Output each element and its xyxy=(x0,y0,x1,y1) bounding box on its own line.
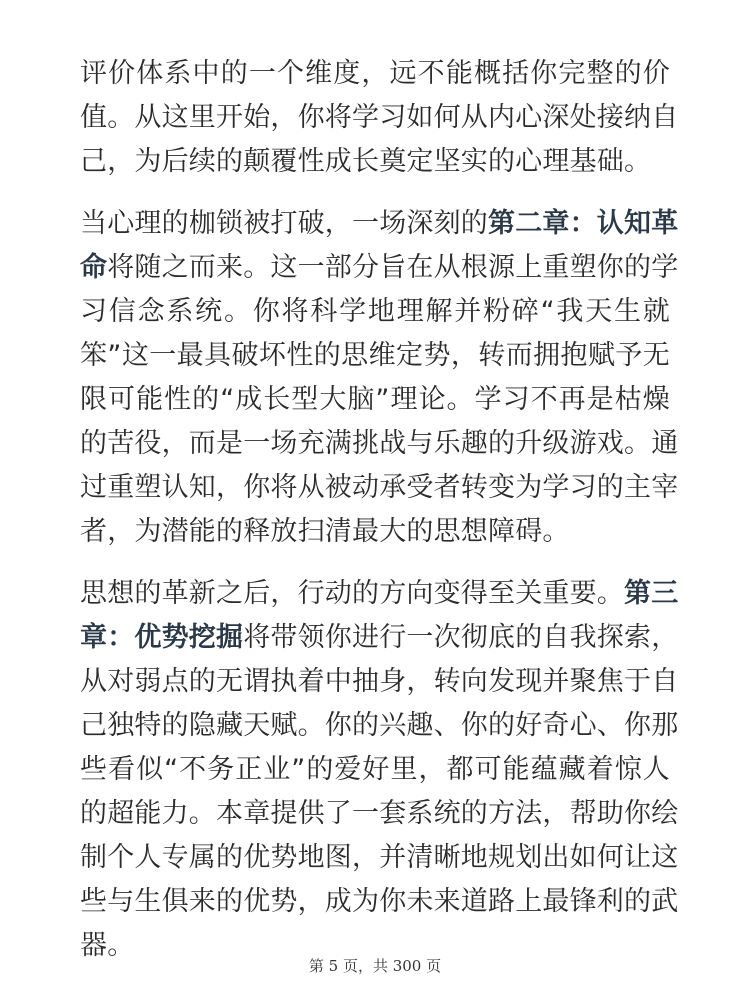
text-line: 己独特的隐藏天赋。你的兴趣、你的好奇心、你那 xyxy=(80,710,679,741)
chapter-2-title-cont: 命 xyxy=(80,252,108,283)
text-line: 笨”这一最具破坏性的思维定势，转而拥抱赋予无 xyxy=(80,340,670,371)
text-line xyxy=(80,616,679,660)
text-line: 些看似“不务正业”的爱好里，都可能蕴藏着惊人 xyxy=(80,754,670,785)
text-line: 过重塑认知，你将从被动承受者转变为学习的主宰 xyxy=(80,472,679,503)
paragraph-1 xyxy=(80,52,679,184)
text-run: 将随之而来。这一部分旨在从根源上重塑你的学 xyxy=(107,252,679,283)
text-line: 制个人专属的优势地图，并清晰地规划出如何让这 xyxy=(80,842,679,873)
text-line: 器。 xyxy=(80,930,135,961)
text-line: 己，为后续的颠覆性成长奠定坚实的心理基础。 xyxy=(80,146,652,177)
chapter-3-title-cont: 章：优势挖掘 xyxy=(80,622,244,653)
text-line xyxy=(80,246,679,290)
text-run: 将带领你进行一次彻底的自我探索， xyxy=(243,622,679,653)
page-number: 第 5 页，共 300 页 xyxy=(308,957,442,975)
text-line: 限可能性的“成长型大脑”理论。学习不再是枯燥 xyxy=(80,384,670,415)
body-text xyxy=(80,52,679,986)
text-line: 的超能力。本章提供了一套系统的方法，帮助你绘 xyxy=(80,798,679,829)
text-line: 从对弱点的无谓执着中抽身，转向发现并聚焦于自 xyxy=(80,666,679,697)
text-run: 思想的革新之后，行动的方向变得至关重要。 xyxy=(80,578,624,609)
text-line: 值。从这里开始，你将学习如何从内心深处接纳自 xyxy=(80,102,679,133)
text-line: 些与生俱来的优势，成为你未来道路上最锋利的武 xyxy=(80,886,679,917)
paragraph-3 xyxy=(80,572,679,968)
chapter-3-title: 第三 xyxy=(624,578,679,609)
text-line xyxy=(80,202,679,246)
paragraph-2 xyxy=(80,202,679,554)
text-line xyxy=(80,572,679,616)
text-line: 的苦役，而是一场充满挑战与乐趣的升级游戏。通 xyxy=(80,428,679,459)
text-line: 习信念系统。你将科学地理解并粉碎“我天生就 xyxy=(80,296,670,327)
text-line: 者，为潜能的释放扫清最大的思想障碍。 xyxy=(80,516,570,547)
chapter-2-title: 第二章：认知革 xyxy=(488,208,679,239)
text-line: 评价体系中的一个维度，远不能概括你完整的价 xyxy=(80,58,670,89)
text-run: 当心理的枷锁被打破，一场深刻的 xyxy=(80,208,488,239)
